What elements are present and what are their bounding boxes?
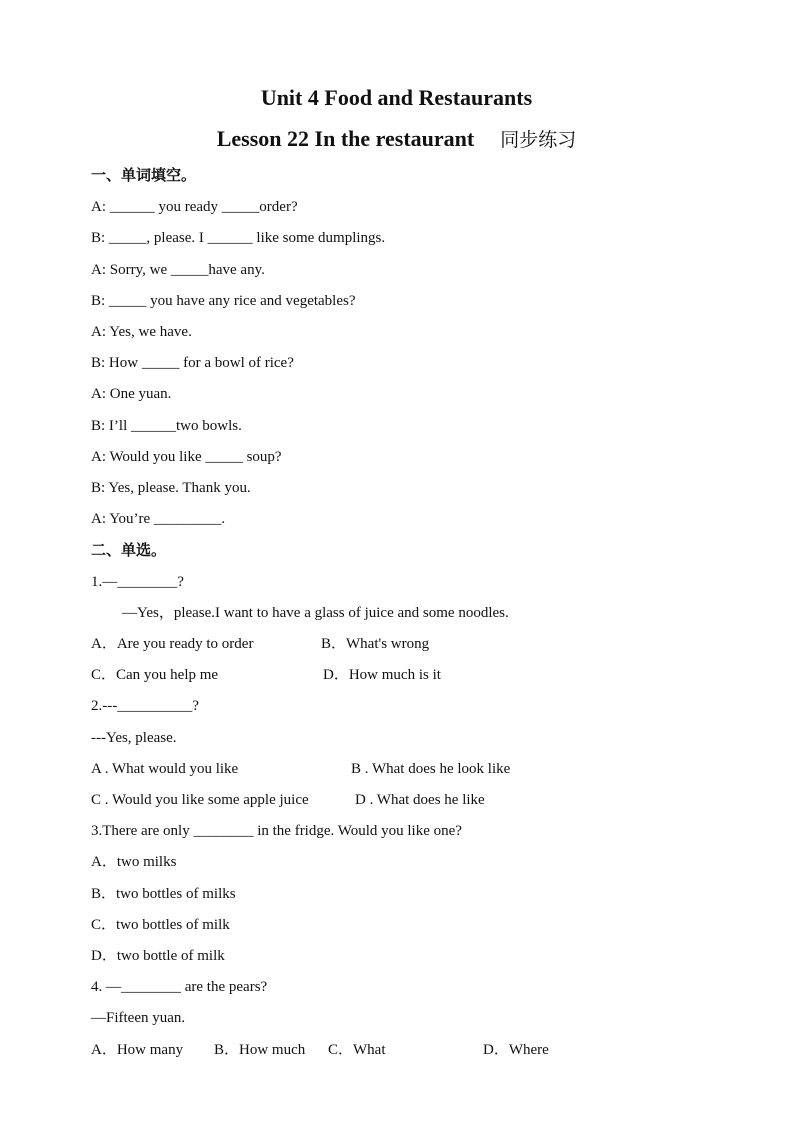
q4-stem: 4. —________ are the pears?: [91, 979, 268, 995]
section1-heading: 一、单词填空。: [91, 166, 197, 184]
q2-option-a: A . What would you like: [91, 761, 239, 777]
dialogue-line: A: You’re _________.: [91, 511, 226, 527]
dialogue-line: A: Would you like _____ soup?: [91, 449, 282, 465]
q3-option-d: D．two bottle of milk: [91, 948, 225, 964]
q2-option-b: B . What does he look like: [351, 761, 511, 777]
q2-option-d: D . What does he like: [355, 792, 485, 808]
q3-stem: 3.There are only ________ in the fridge. Would you like one?: [91, 823, 462, 839]
dialogue-line: A: Sorry, we _____have any.: [91, 262, 265, 278]
q3-option-b: B．two bottles of milks: [91, 886, 236, 902]
q1-option-c: C．Can you help me: [91, 667, 219, 683]
subtitle-cn: 同步练习: [500, 129, 577, 151]
q2-option-c: C . Would you like some apple juice: [91, 792, 309, 808]
dialogue-line: B: Yes, please. Thank you.: [91, 480, 251, 496]
dialogue-line: B: How _____ for a bowl of rice?: [91, 355, 294, 371]
q2-stem: 2.---__________?: [91, 698, 199, 714]
dialogue-line: B: _____ you have any rice and vegetables?: [91, 293, 356, 309]
q4-option-c: C．What: [328, 1042, 386, 1058]
q1-option-d: D．How much is it: [323, 667, 441, 683]
q1-answer: —Yes，please.I want to have a glass of juice and some noodles.: [122, 605, 509, 621]
dialogue-line: A: ______ you ready _____order?: [91, 199, 298, 215]
subtitle-en: Lesson 22 In the restaurant: [216, 126, 475, 151]
q4-option-d: D．Where: [483, 1042, 549, 1058]
q4-option-a: A．How many: [91, 1042, 184, 1058]
q4-answer: —Fifteen yuan.: [91, 1010, 186, 1026]
dialogue-line: B: _____, please. I ______ like some dumplings.: [91, 230, 386, 246]
q1-stem: 1.—________?: [91, 574, 184, 590]
section2-heading: 二、单选。: [91, 541, 167, 559]
page-title: Unit 4 Food and Restaurants: [260, 85, 533, 110]
dialogue-line: B: I’ll ______two bowls.: [91, 418, 242, 434]
dialogue-line: A: One yuan.: [91, 386, 172, 402]
q4-option-b: B．How much: [214, 1042, 306, 1058]
dialogue-line: A: Yes, we have.: [91, 324, 192, 340]
q2-answer: ---Yes, please.: [91, 730, 177, 746]
q3-option-c: C．two bottles of milk: [91, 917, 230, 933]
page-subtitle: [0, 125, 793, 154]
q3-option-a: A．two milks: [91, 854, 177, 870]
q1-option-a: A．Are you ready to order: [91, 636, 254, 652]
q1-option-b: B．What's wrong: [321, 636, 430, 652]
